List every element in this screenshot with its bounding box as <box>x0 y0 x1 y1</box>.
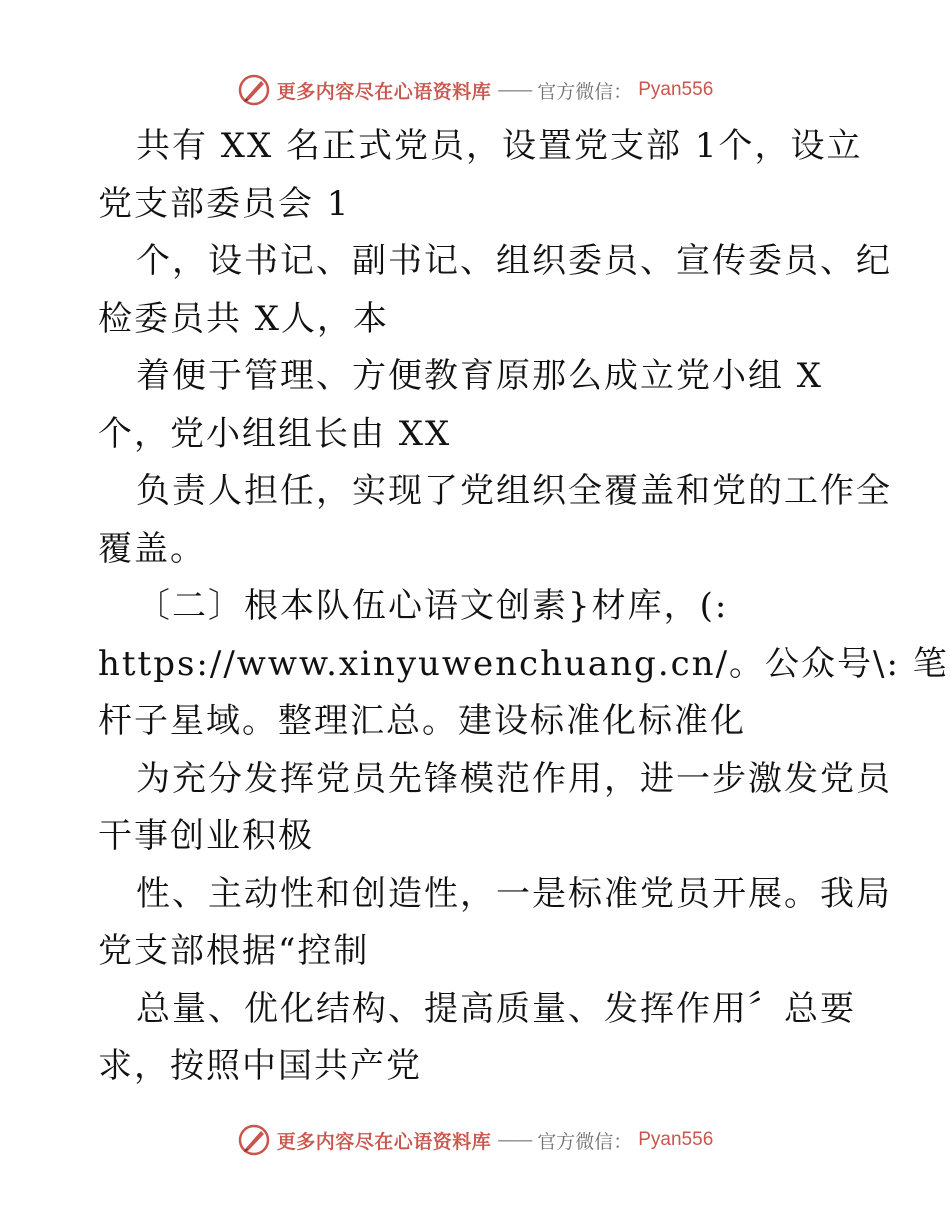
text-line: 覆盖。 <box>98 528 206 569</box>
text-line: 着便于管理、方便教育原那么成立党小组 X <box>136 356 824 396</box>
banner-dash: —— <box>497 1129 532 1151</box>
banner-wechat-id: Pyan556 <box>638 79 714 100</box>
text-line: 性、主动性和创造性，一是标准党员开展。我局 <box>136 873 892 914</box>
text-line: 个，设书记、副书记、组织委员、宣传委员、纪 <box>136 241 892 281</box>
header-watermark-banner <box>0 70 950 110</box>
banner-dash: —— <box>497 79 532 101</box>
banner-wechat-id: Pyan556 <box>638 1129 714 1150</box>
text-line: 杆子星域。整理汇总。建设标准化标准化 <box>98 701 746 741</box>
quill-pen-seal-icon <box>237 73 271 107</box>
text-line: 总量、优化结构、提高质量、发挥作用〞总要 <box>136 988 856 1029</box>
quill-pen-seal-icon <box>237 1123 271 1157</box>
text-line: 求，按照中国共产党 <box>98 1046 422 1086</box>
text-line: 党支部委员会 1 <box>98 183 351 224</box>
document-body <box>98 118 949 1096</box>
text-line: 共有 XX 名正式党员，设置党支部 1个，设立 <box>136 126 863 166</box>
banner-sub-text: 官方微信： <box>537 1130 633 1153</box>
text-line: 〔二〕根本队伍心语文创素}材库，(: <box>136 586 729 626</box>
text-line: 负责人担任，实现了党组织全覆盖和党的工作全 <box>136 471 892 511</box>
text-line: 党支部根据“控制 <box>98 931 370 971</box>
banner-main-text: 更多内容尽在心语资料库 <box>276 80 492 103</box>
text-line: 个，党小组组长由 XX <box>98 413 452 454</box>
text-line: 为充分发挥党员先锋模范作用，进一步激发党员 <box>136 758 892 799</box>
text-line: 检委员共 X人，本 <box>98 298 390 339</box>
footer-watermark-banner <box>0 1120 950 1160</box>
banner-sub-text: 官方微信： <box>537 80 633 103</box>
text-line: 干事创业积极 <box>98 816 314 856</box>
banner-main-text: 更多内容尽在心语资料库 <box>276 1130 492 1153</box>
text-line: https://www.xinyuwenchuang.cn/。公众号\: 笔 <box>98 643 949 684</box>
